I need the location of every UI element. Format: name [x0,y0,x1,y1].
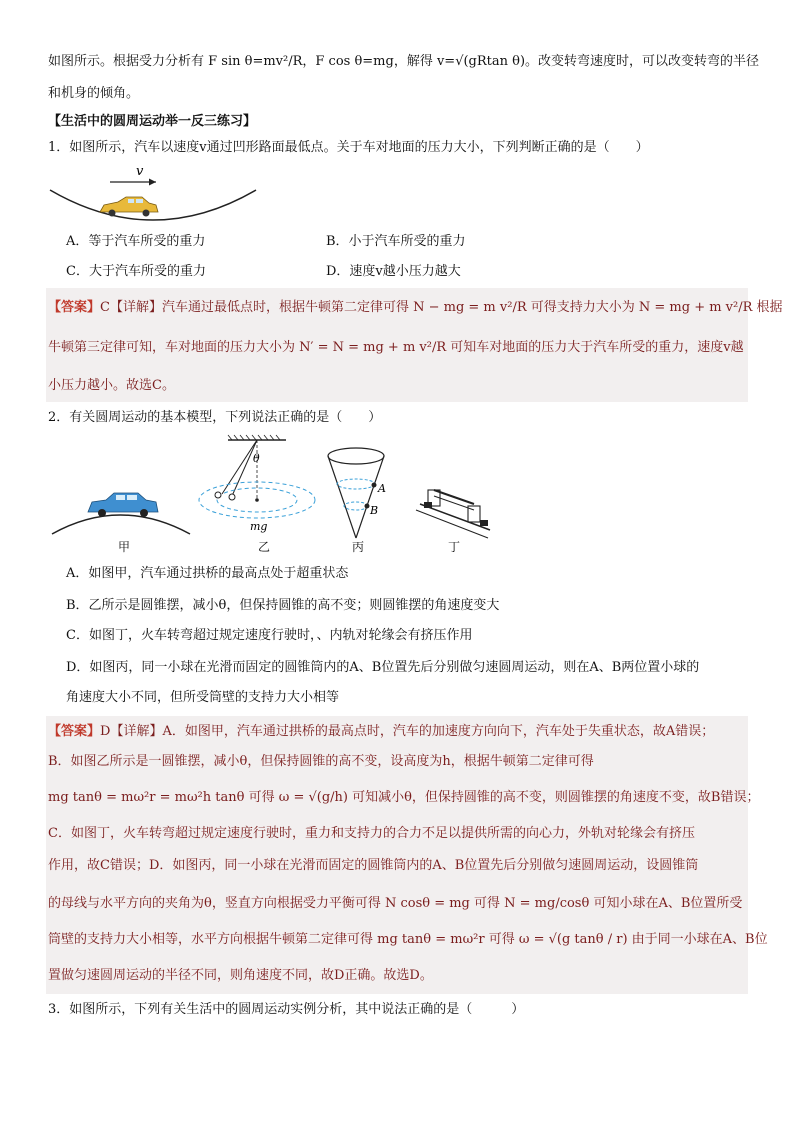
q1-figure [48,160,258,228]
figure-jia [52,493,190,534]
q2-answer-line-8: 置做匀速圆周运动的半径不同，则角速度不同，故D正确。故选D。 [48,968,433,983]
q2-answer-line-1 [48,722,714,742]
q2-answer-line-2: B．如图乙所示是一圆锥摆，减小θ，但保持圆锥的高不变，设高度为h，根据牛顿第二定律可得 [48,754,594,769]
q2-option-d-line-2: 角速度大小不同，但所受筒壁的支持力大小相等 [66,690,340,705]
q2-answer-line-3: mg tanθ = mω²r = mω²h tanθ 可得 ω = √(g/h) 可知减小θ，但保持圆锥的高不变，则圆锥摆的角速度不变，故B错误； [48,790,760,805]
theta-label: θ [253,452,260,465]
q2-answer-line-4: C．如图丁，火车转弯超过规定速度行驶时，重力和支持力的合力不足以提供所需的向心力，外轨对轮缘会有挤压 [48,826,695,841]
figure-bing [328,448,386,538]
answer-text: C【详解】汽车通过最低点时，根据牛顿第二定律可得 N − mg = m v²/R 可得支持力大小为 N = mg + m v²/R 根据 [100,300,783,315]
car-icon [100,197,158,217]
q2-option-b: B．乙所示是圆锥摆，减小θ，但保持圆锥的高不变；则圆锥摆的角速度变大 [66,598,500,613]
figure-label-yi: 乙 [258,540,271,554]
velocity-arrowhead [149,179,156,186]
q1-answer-line-1 [48,298,783,318]
figure-label-ding: 丁 [448,540,461,554]
q1-option-c: C．大于汽车所受的重力 [66,264,206,279]
answer-tag: 【答案】 [48,300,101,315]
q2-option-d-line-1: D．如图丙，同一小球在光滑而固定的圆锥筒内的A、B位置先后分别做匀速圆周运动，则在A、B两位置小球的 [66,660,700,675]
q1-option-b: B．小于汽车所受的重力 [326,234,466,249]
q2-option-a: A．如图甲，汽车通过拱桥的最高点处于超重状态 [66,566,349,581]
mg-label: mg [250,520,268,533]
q1-answer-line-2: 牛顿第三定律可知，车对地面的压力大小为 N′ = N = mg + m v²/R 可知车对地面的压力大于汽车所受的重力，速度v越 [48,340,744,355]
intro-line-2: 和机身的倾角。 [48,86,140,101]
answer-text: D【详解】A．如图甲，汽车通过拱桥的最高点时，汽车的加速度方向向下，汽车处于失重状态，故A错误； [100,724,715,739]
q3-stem: 3．如图所示，下列有关生活中的圆周运动实例分析，其中说法正确的是（ ） [48,1002,525,1017]
q1-stem: 1．如图所示，汽车以速度v通过凹形路面最低点。关于车对地面的压力大小，下列判断正确的是（ ） [48,140,649,155]
point-a-label: A [378,482,386,495]
q2-answer-line-7: 筒壁的支持力大小相等，水平方向根据牛顿第二定律可得 mg tanθ = mω²r 可得 ω = √(g tanθ / r) 由于同一小球在A、B位 [48,932,768,947]
figure-yi [199,435,315,533]
point-b-label: B [370,504,379,517]
q2-figure [50,434,520,552]
q2-answer-line-6: 的母线与水平方向的夹角为θ，竖直方向根据受力平衡可得 N cosθ = mg 可得 N = mg/cosθ 可知小球在A、B位置所受 [48,896,743,911]
answer-tag: 【答案】 [48,724,101,739]
q1-answer-box [46,288,783,402]
figure-ding [416,490,490,538]
figure-label-bing: 丙 [352,540,365,554]
figure-label-jia: 甲 [118,540,131,554]
q2-option-c: C．如图丁，火车转弯超过规定速度行驶时，、内轨对轮缘会有挤压作用 [66,628,473,643]
q1-option-a: A．等于汽车所受的重力 [66,234,206,249]
q1-option-d: D．速度v越小压力越大 [326,264,461,279]
velocity-label: v [136,164,144,179]
q2-stem: 2．有关圆周运动的基本模型，下列说法正确的是（ ） [48,410,382,425]
q2-answer-line-5: 作用，故C错误；D．如图丙，同一小球在光滑而固定的圆锥筒内的A、B位置先后分别做匀速圆周运动，设圆锥筒 [48,858,699,873]
section-title: 【生活中的圆周运动举一反三练习】 [48,114,257,129]
q2-answer-box [46,716,768,994]
q1-answer-line-3: 小压力越小。故选C。 [48,378,175,393]
intro-line-1: 如图所示。根据受力分析有 F sin θ=mv²/R，F cos θ=mg，解得 v=√(gRtan θ)。改变转弯速度时，可以改变转弯的半径 [48,54,760,69]
